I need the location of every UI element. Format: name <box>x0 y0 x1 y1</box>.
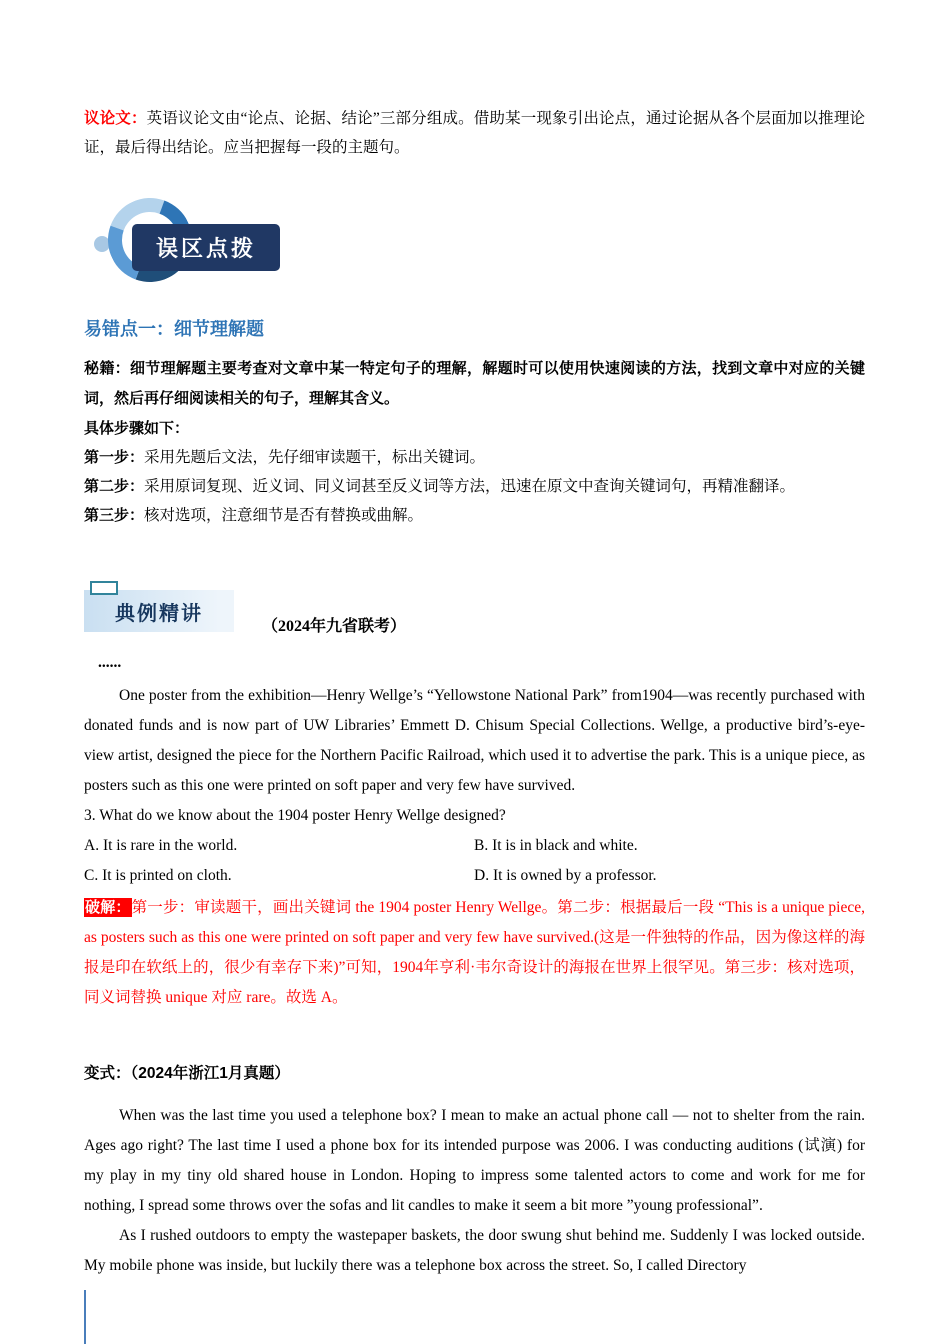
passage-paragraph: One poster from the exhibition—Henry Wellge’s “Yellowstone National Park” from1904—was recently purchased with donated funds and is now part of UW Libraries’ Emmett D. Chisum Special Collections. Wellge, a productive bird’s-eye-view artist, designed the piece for the Northern Pacific Railroad, which used it to advertise the park. This is a unique piece, as posters such as this one were printed on soft paper and very few have survived. <box>84 687 865 794</box>
step-label: 第三步： <box>84 507 145 524</box>
intro-paragraph <box>84 104 865 162</box>
solution-label: 破解： <box>85 899 131 916</box>
step-row <box>84 501 865 530</box>
example-badge <box>84 590 234 632</box>
step-text: 采用原词复现、近义词、同义词甚至反义词等方法，迅速在原文中查询关键词句，再精准翻译。 <box>144 478 796 495</box>
section-heading: 易错点一：细节理解题 <box>84 319 264 339</box>
solution-text: 第一步：审读题干，画出关键词 the 1904 poster Henry Wellge。第二步：根据最后一段 “This is a unique piece, as posters such as this one were printed on soft paper and very few have survived.(这是一件独特的作品，因为像这样的海报是印在软纸上的，很少有幸存下来)”可知，1904年亨利·韦尔奇设计的海报在世界上很罕见。第三步：核对选项，同义词替换 unique 对应 rare。故选 A。 <box>84 899 865 1006</box>
table-border-line <box>84 1290 86 1344</box>
step-row <box>84 472 865 501</box>
secret-label: 秘籍： <box>84 360 130 377</box>
question: 3. What do we know about the 1904 poster Henry Wellge designed? <box>84 807 506 824</box>
variant-label: 变式： <box>84 1065 131 1082</box>
step-label: 第二步： <box>84 478 145 495</box>
solution-paragraph <box>84 893 865 1013</box>
step-label: 第一步： <box>84 449 145 466</box>
secret-text: 细节理解题主要考查对文章中某一特定句子的理解，解题时可以使用快速阅读的方法，找到文章中对应的关键词，然后再仔细阅读相关的句子，理解其含义。 <box>84 360 865 407</box>
option-b: B. It is in black and white. <box>474 837 638 854</box>
options-grid <box>84 831 865 891</box>
variant-heading <box>84 1059 865 1089</box>
option-c: C. It is printed on cloth. <box>84 867 232 884</box>
misconception-logo <box>84 196 865 298</box>
intro-text: 英语议论文由“论点、论据、结论”三部分组成。借助某一现象引出论点，通过论据从各个层面加以推理论证，最后得出结论。应当把握每一段的主题句。 <box>84 110 865 156</box>
step-text: 采用先题后文法，先仔细审读题干，标出关键词。 <box>144 449 486 466</box>
step-text: 核对选项，注意细节是否有替换或曲解。 <box>144 507 424 524</box>
option-d: D. It is owned by a professor. <box>474 867 657 884</box>
variant-para-1: When was the last time you used a telephone box? I mean to make an actual phone call — not to shelter from the rain. Ages ago right? The last time I used a phone box for its intended purpose was 2006. I was conducting auditions (试演) for my play in my tiny old shared house in London. Hoping to impress some talented actors to come and work for me for nothing, I spread some throws over the sofas and lit candles to make it seem a bit more ”young professional”. <box>84 1107 865 1214</box>
option-a: A. It is rare in the world. <box>84 837 238 854</box>
ellipsis: ...... <box>98 654 122 671</box>
step-row <box>84 443 865 472</box>
secret-paragraph <box>84 354 865 414</box>
variant-source: （2024年浙江1月真题） <box>130 1065 290 1082</box>
variant-para-2: As I rushed outdoors to empty the wastepaper baskets, the door swung shut behind me. Suddenly I was locked outside. My mobile phone was inside, but luckily there was a telephone box across the street. So, I called Directory <box>84 1227 865 1274</box>
example-header <box>84 586 865 635</box>
misconception-badge: 误区点拨 <box>132 224 280 271</box>
example-source: （2024年九省联考） <box>262 618 407 635</box>
intro-label: 议论文： <box>84 110 147 127</box>
badge-tab-icon <box>90 581 118 595</box>
steps-title: 具体步骤如下： <box>84 420 190 437</box>
example-badge-label: 典例精讲 <box>115 602 203 625</box>
